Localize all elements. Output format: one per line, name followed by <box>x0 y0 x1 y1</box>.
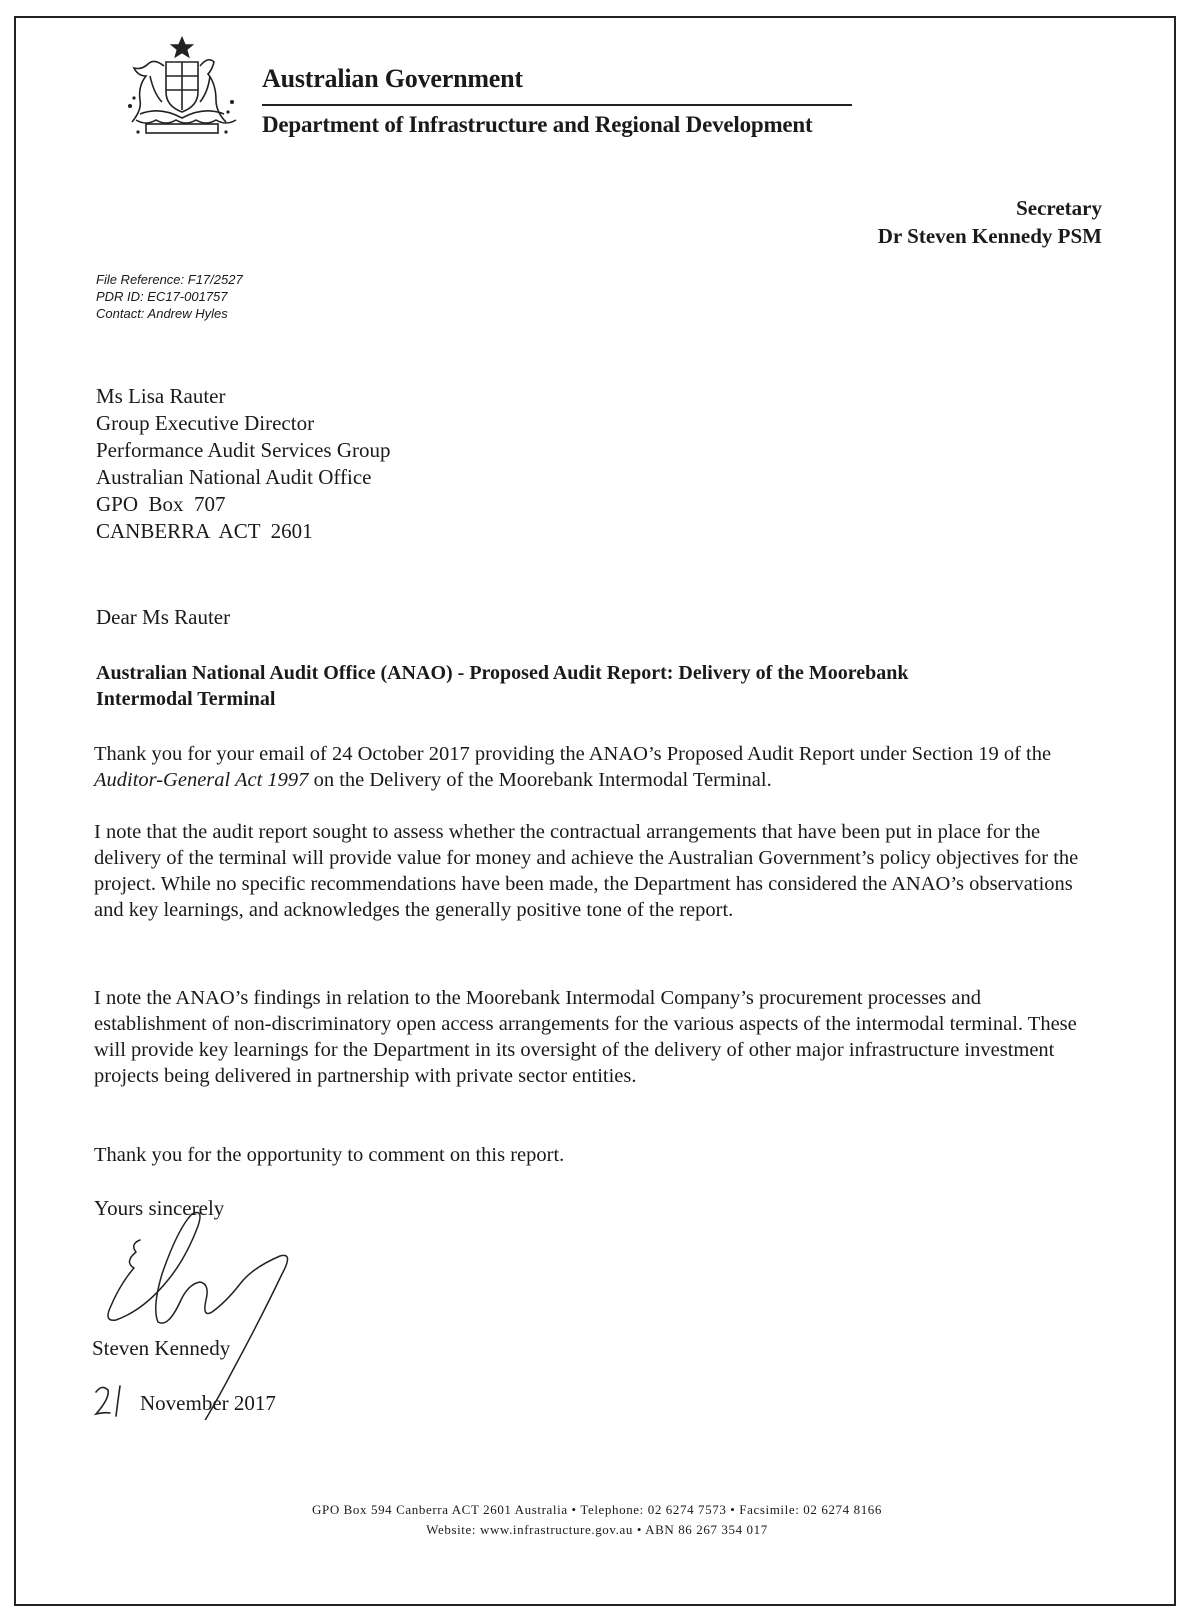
paragraph-1-text-b: on the Delivery of the Moorebank Intermodal Terminal. <box>308 769 772 791</box>
sender-name: Dr Steven Kennedy PSM <box>877 224 1102 248</box>
address-line: GPO Box 707 <box>96 492 226 516</box>
department-title: Department of Infrastructure and Regional Development <box>262 112 813 137</box>
footer-address: GPO Box 594 Canberra ACT 2601 Australia • Telephone: 02 6274 7573 • Facsimile: 02 6274 8166 <box>312 1502 882 1517</box>
australian-coat-of-arms-icon <box>120 36 244 140</box>
recipient-address <box>96 383 391 545</box>
address-line: CANBERRA ACT 2601 <box>96 519 313 543</box>
signer-name: Steven Kennedy <box>92 1336 231 1360</box>
sender-title: Secretary <box>1016 196 1102 220</box>
date-text: November 2017 <box>140 1391 276 1415</box>
contact: Contact: Andrew Hyles <box>96 306 228 321</box>
letter-subject: Australian National Audit Office (ANAO) - Proposed Audit Report: Delivery of the Moorebank Intermodal Terminal <box>96 662 909 710</box>
address-line: Group Executive Director <box>96 411 315 435</box>
paragraph-1 <box>94 741 1084 793</box>
pdr-id: PDR ID: EC17-001757 <box>96 289 228 304</box>
paragraph-4: Thank you for the opportunity to comment on this report. <box>94 1144 565 1166</box>
address-line: Ms Lisa Rauter <box>96 384 226 408</box>
paragraph-3: I note the ANAO’s findings in relation to the Moorebank Intermodal Company’s procurement processes and establishment of non-discriminatory open access arrangements for the various aspects of the intermodal terminal. These will provide key learnings for the Department in its oversight of the delivery of other major infrastructure investment projects being delivered in partnership with private sector entities. <box>94 987 1077 1087</box>
handwritten-date-day <box>92 1383 132 1419</box>
header-divider <box>262 104 852 106</box>
paragraph-2: I note that the audit report sought to assess whether the contractual arrangements that have been put in place for the delivery of the terminal will provide value for money and achieve the Australian Government’s policy objectives for the project. While no specific recommendations have been made, the Department has considered the ANAO’s observations and key learnings, and acknowledges the generally positive tone of the report. <box>94 821 1079 921</box>
closing: Yours sincerely <box>94 1196 225 1220</box>
reference-block <box>96 271 243 322</box>
government-title: Australian Government <box>262 64 523 93</box>
handwritten-signature <box>96 1200 386 1420</box>
salutation: Dear Ms Rauter <box>96 605 231 629</box>
address-line: Performance Audit Services Group <box>96 438 391 462</box>
file-reference: File Reference: F17/2527 <box>96 272 243 287</box>
footer-website: Website: www.infrastructure.gov.au • ABN 86 267 354 017 <box>426 1522 768 1537</box>
act-title: Auditor-General Act 1997 <box>94 769 309 791</box>
address-line: Australian National Audit Office <box>96 465 372 489</box>
paragraph-1-text-a: Thank you for your email of 24 October 2017 providing the ANAO’s Proposed Audit Report under Section 19 of the <box>94 743 1052 765</box>
